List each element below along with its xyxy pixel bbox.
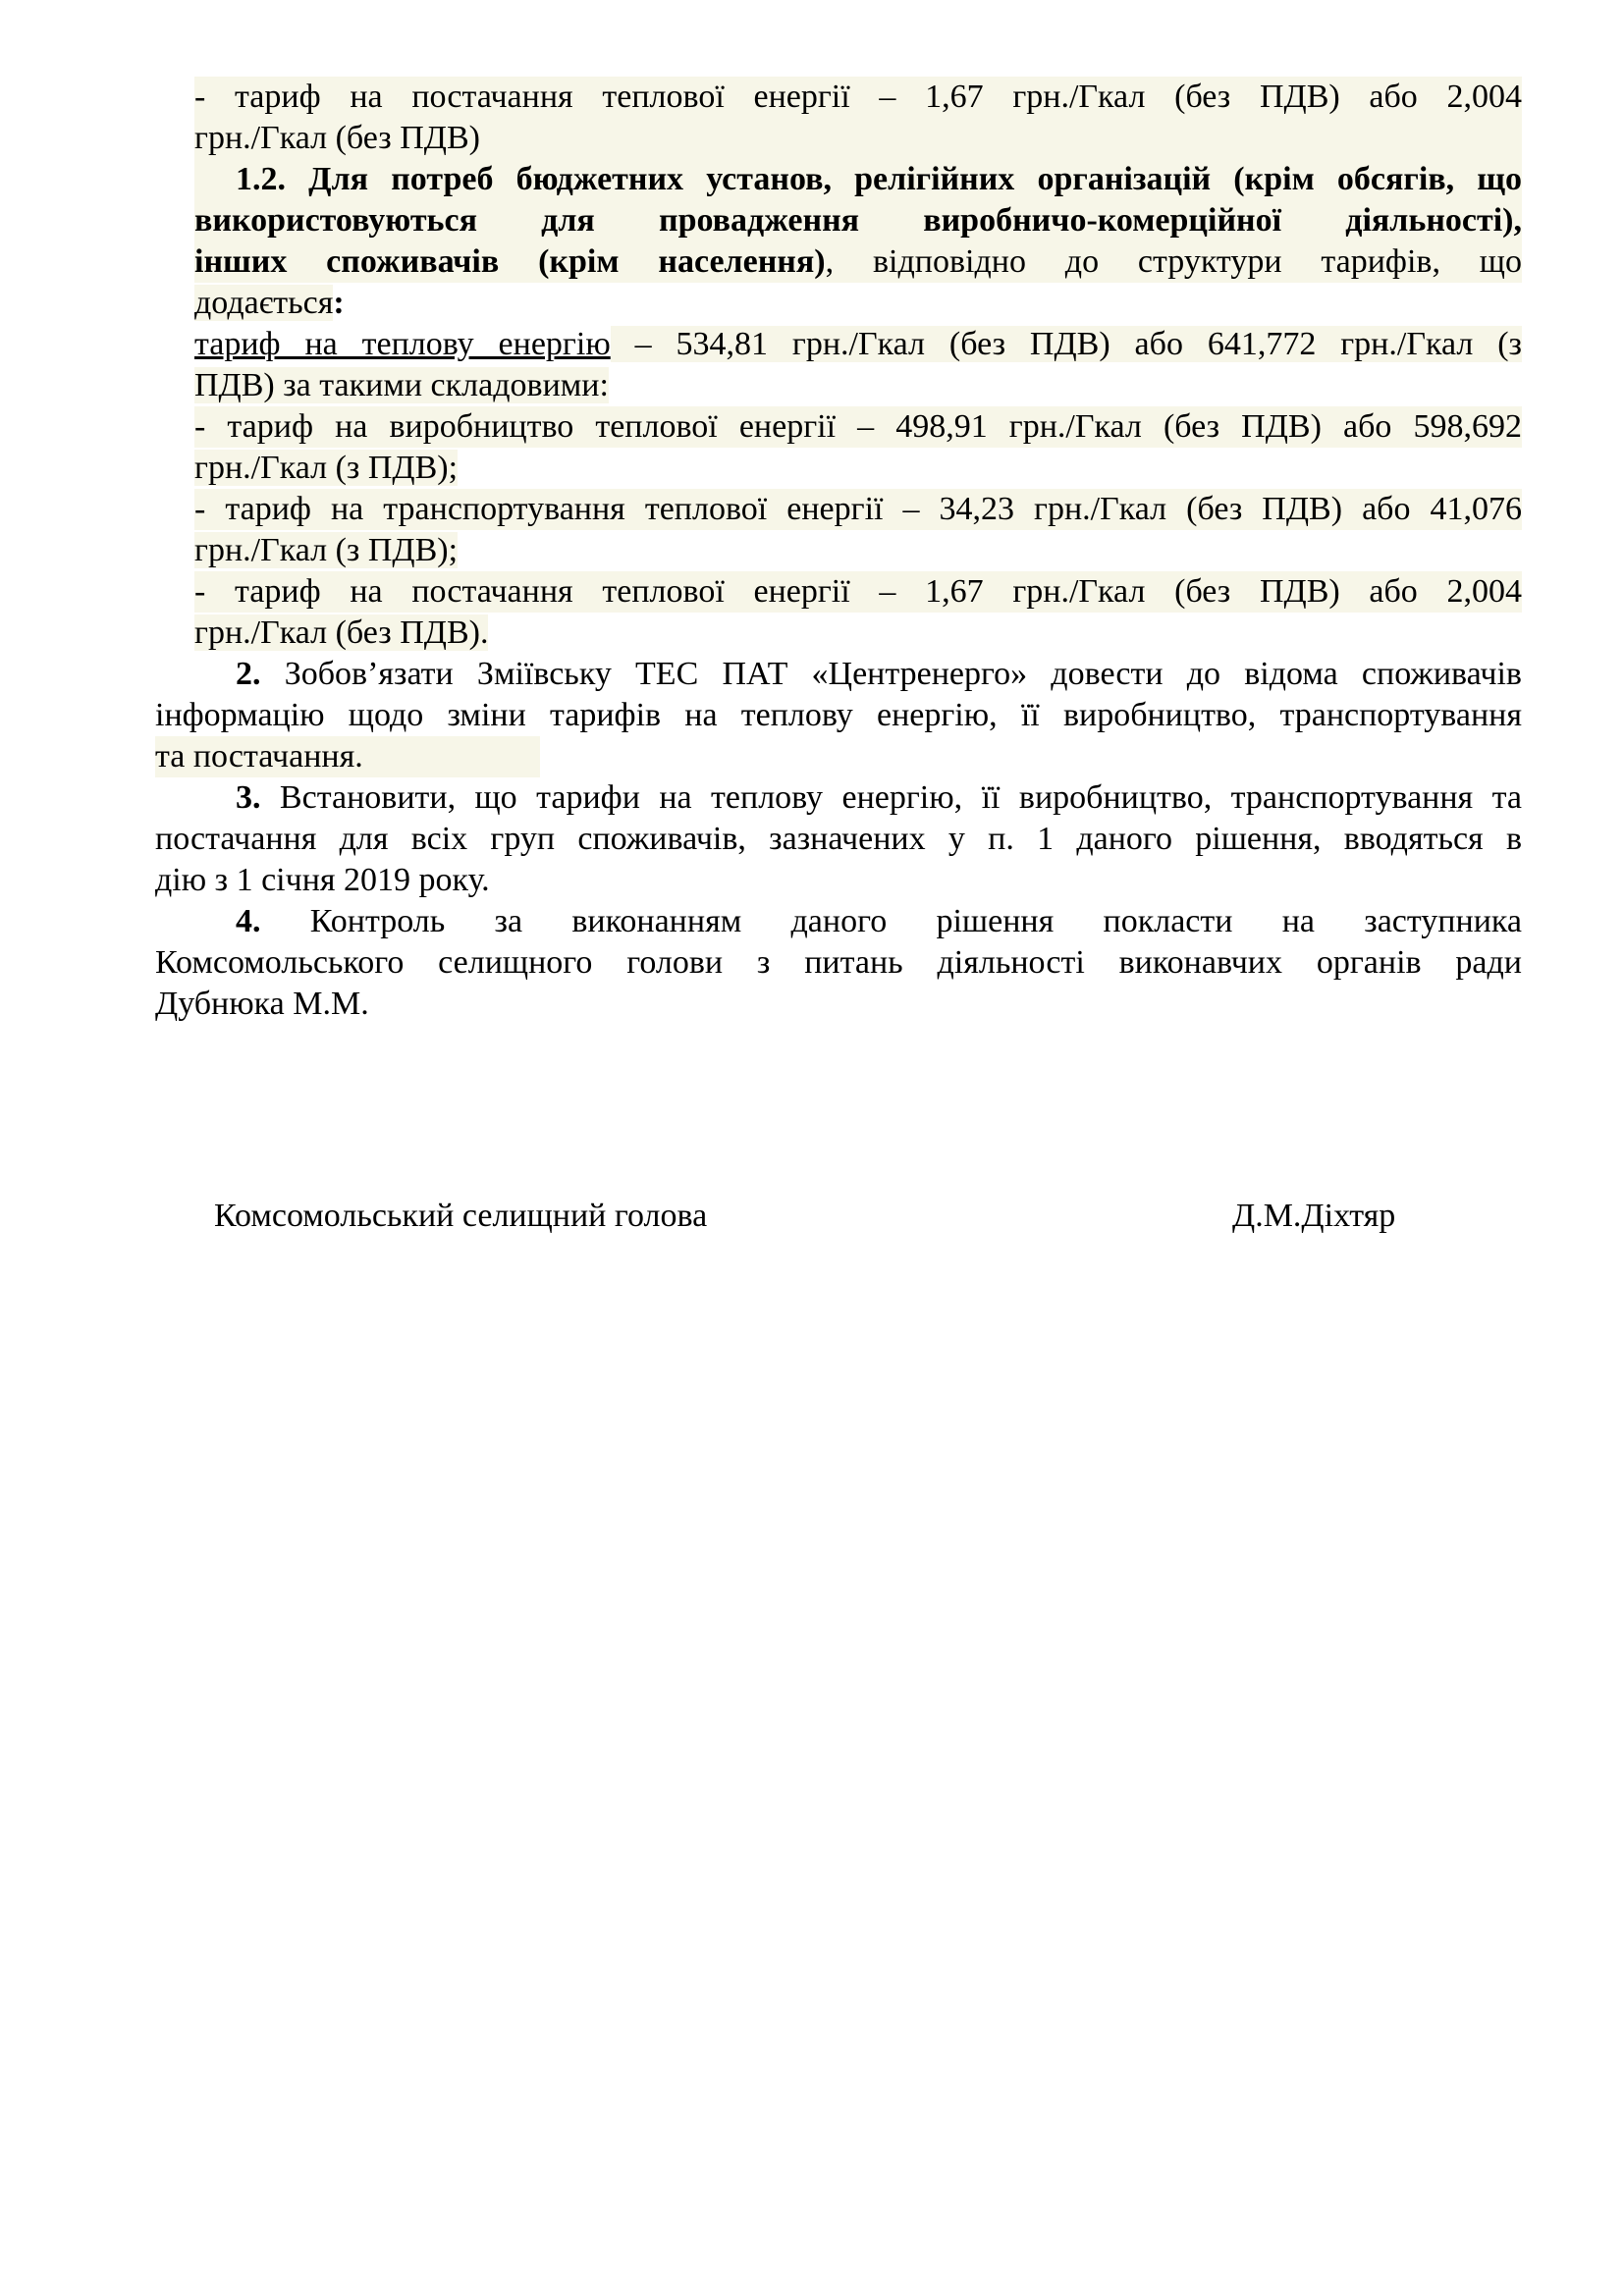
para-2-number: 2. xyxy=(236,656,261,692)
para-1-2-line-3 xyxy=(194,241,1522,283)
para-1-2-normal-4: додається xyxy=(194,285,334,321)
para-1-2-bold-1: Для потреб бюджетних установ, релігійних організацій (крім обсягів, що xyxy=(308,161,1523,197)
total-tariff-label: тариф на теплову енергію xyxy=(194,326,611,362)
para-4-line-3-text: Дубнюка М.М. xyxy=(155,986,369,1022)
supply-tariff-line-2 xyxy=(194,118,1522,159)
signature-name: Д.М.Діхтяр xyxy=(1232,1198,1396,1234)
signature-position: Комсомольський селищний голова xyxy=(214,1198,708,1234)
transport-tariff-line-2 xyxy=(194,530,1522,571)
total-tariff-line-2 xyxy=(194,365,1522,406)
production-tariff-line-1: - тариф на виробництво теплової енергії – 498,91 грн./Гкал (без ПДВ) або 598,692 xyxy=(194,406,1522,448)
para-4-line-2-text: Комсомольського селищного голови з питань діяльності виконавчих органів ради xyxy=(155,944,1522,981)
total-tariff-values: – 534,81 грн./Гкал (без ПДВ) або 641,772 грн./Гкал (з xyxy=(610,326,1522,362)
para-3-line-1-text: Встановити, що тарифи на теплову енергію, її виробництво, транспортування та xyxy=(260,779,1522,816)
supply-tariff-line-2-text: грн./Гкал (без ПДВ) xyxy=(194,120,480,156)
supply-tariff-2-line-2-text: грн./Гкал (без ПДВ). xyxy=(194,614,489,651)
para-2-line-2-text: інформацію щодо зміни тарифів на теплову енергію, її виробництво, транспортування xyxy=(155,697,1522,733)
total-tariff-line-2-text: ПДВ) за такими складовими: xyxy=(194,367,609,403)
para-1-2-number: 1.2. xyxy=(236,161,286,197)
para-4-line-3 xyxy=(155,984,1522,1025)
para-3-number: 3. xyxy=(236,779,261,816)
supply-tariff-2-line-1: - тариф на постачання теплової енергії – 1,67 грн./Гкал (без ПДВ) або 2,004 xyxy=(194,571,1522,613)
para-3-line-1 xyxy=(194,777,1522,819)
para-2-line-1 xyxy=(194,654,1522,695)
para-4-number: 4. xyxy=(236,903,261,939)
para-2-line-3-text: та постачання. xyxy=(155,738,363,774)
para-1-2-line-2: використовуються для провадження виробничо-комерційної діяльності), xyxy=(194,200,1522,241)
para-1-2-line-1 xyxy=(194,159,1522,200)
para-2-line-1-text: Зобов’язати Зміївську ТЕС ПАТ «Центренерго» довести до відома споживачів xyxy=(260,656,1522,692)
para-1-2-line-4 xyxy=(194,283,1522,324)
para-1-2-colon: : xyxy=(333,285,345,321)
para-2-line-2 xyxy=(155,695,1522,736)
para-4-line-1-text: Контроль за виконанням даного рішення покласти на заступника xyxy=(260,903,1522,939)
production-tariff-line-2 xyxy=(194,448,1522,489)
para-2-line-3 xyxy=(155,736,540,777)
supply-tariff-2-line-2 xyxy=(194,613,1522,654)
transport-tariff-line-2-text: грн./Гкал (з ПДВ); xyxy=(194,532,459,568)
supply-tariff-line-1: - тариф на постачання теплової енергії – 1,67 грн./Гкал (без ПДВ) або 2,004 xyxy=(194,77,1522,118)
para-3-line-2-text: постачання для всіх груп споживачів, зазначених у п. 1 даного рішення, вводяться в xyxy=(155,821,1522,857)
para-4-line-2 xyxy=(155,942,1522,984)
total-tariff-line-1 xyxy=(194,324,1522,365)
para-4-line-1 xyxy=(194,901,1522,942)
para-1-2-bold-3: інших споживачів (крім населення) xyxy=(194,243,826,280)
para-3-line-3-text: дію з 1 січня 2019 року. xyxy=(155,862,490,898)
production-tariff-line-2-text: грн./Гкал (з ПДВ); xyxy=(194,450,459,486)
para-1-2-normal-3: , відповідно до структури тарифів, що xyxy=(825,243,1522,280)
decision-body xyxy=(155,77,1523,1025)
transport-tariff-line-1: - тариф на транспортування теплової енергії – 34,23 грн./Гкал (без ПДВ) або 41,076 xyxy=(194,489,1522,530)
para-3-line-2 xyxy=(155,819,1522,860)
para-3-line-3 xyxy=(155,860,1522,901)
